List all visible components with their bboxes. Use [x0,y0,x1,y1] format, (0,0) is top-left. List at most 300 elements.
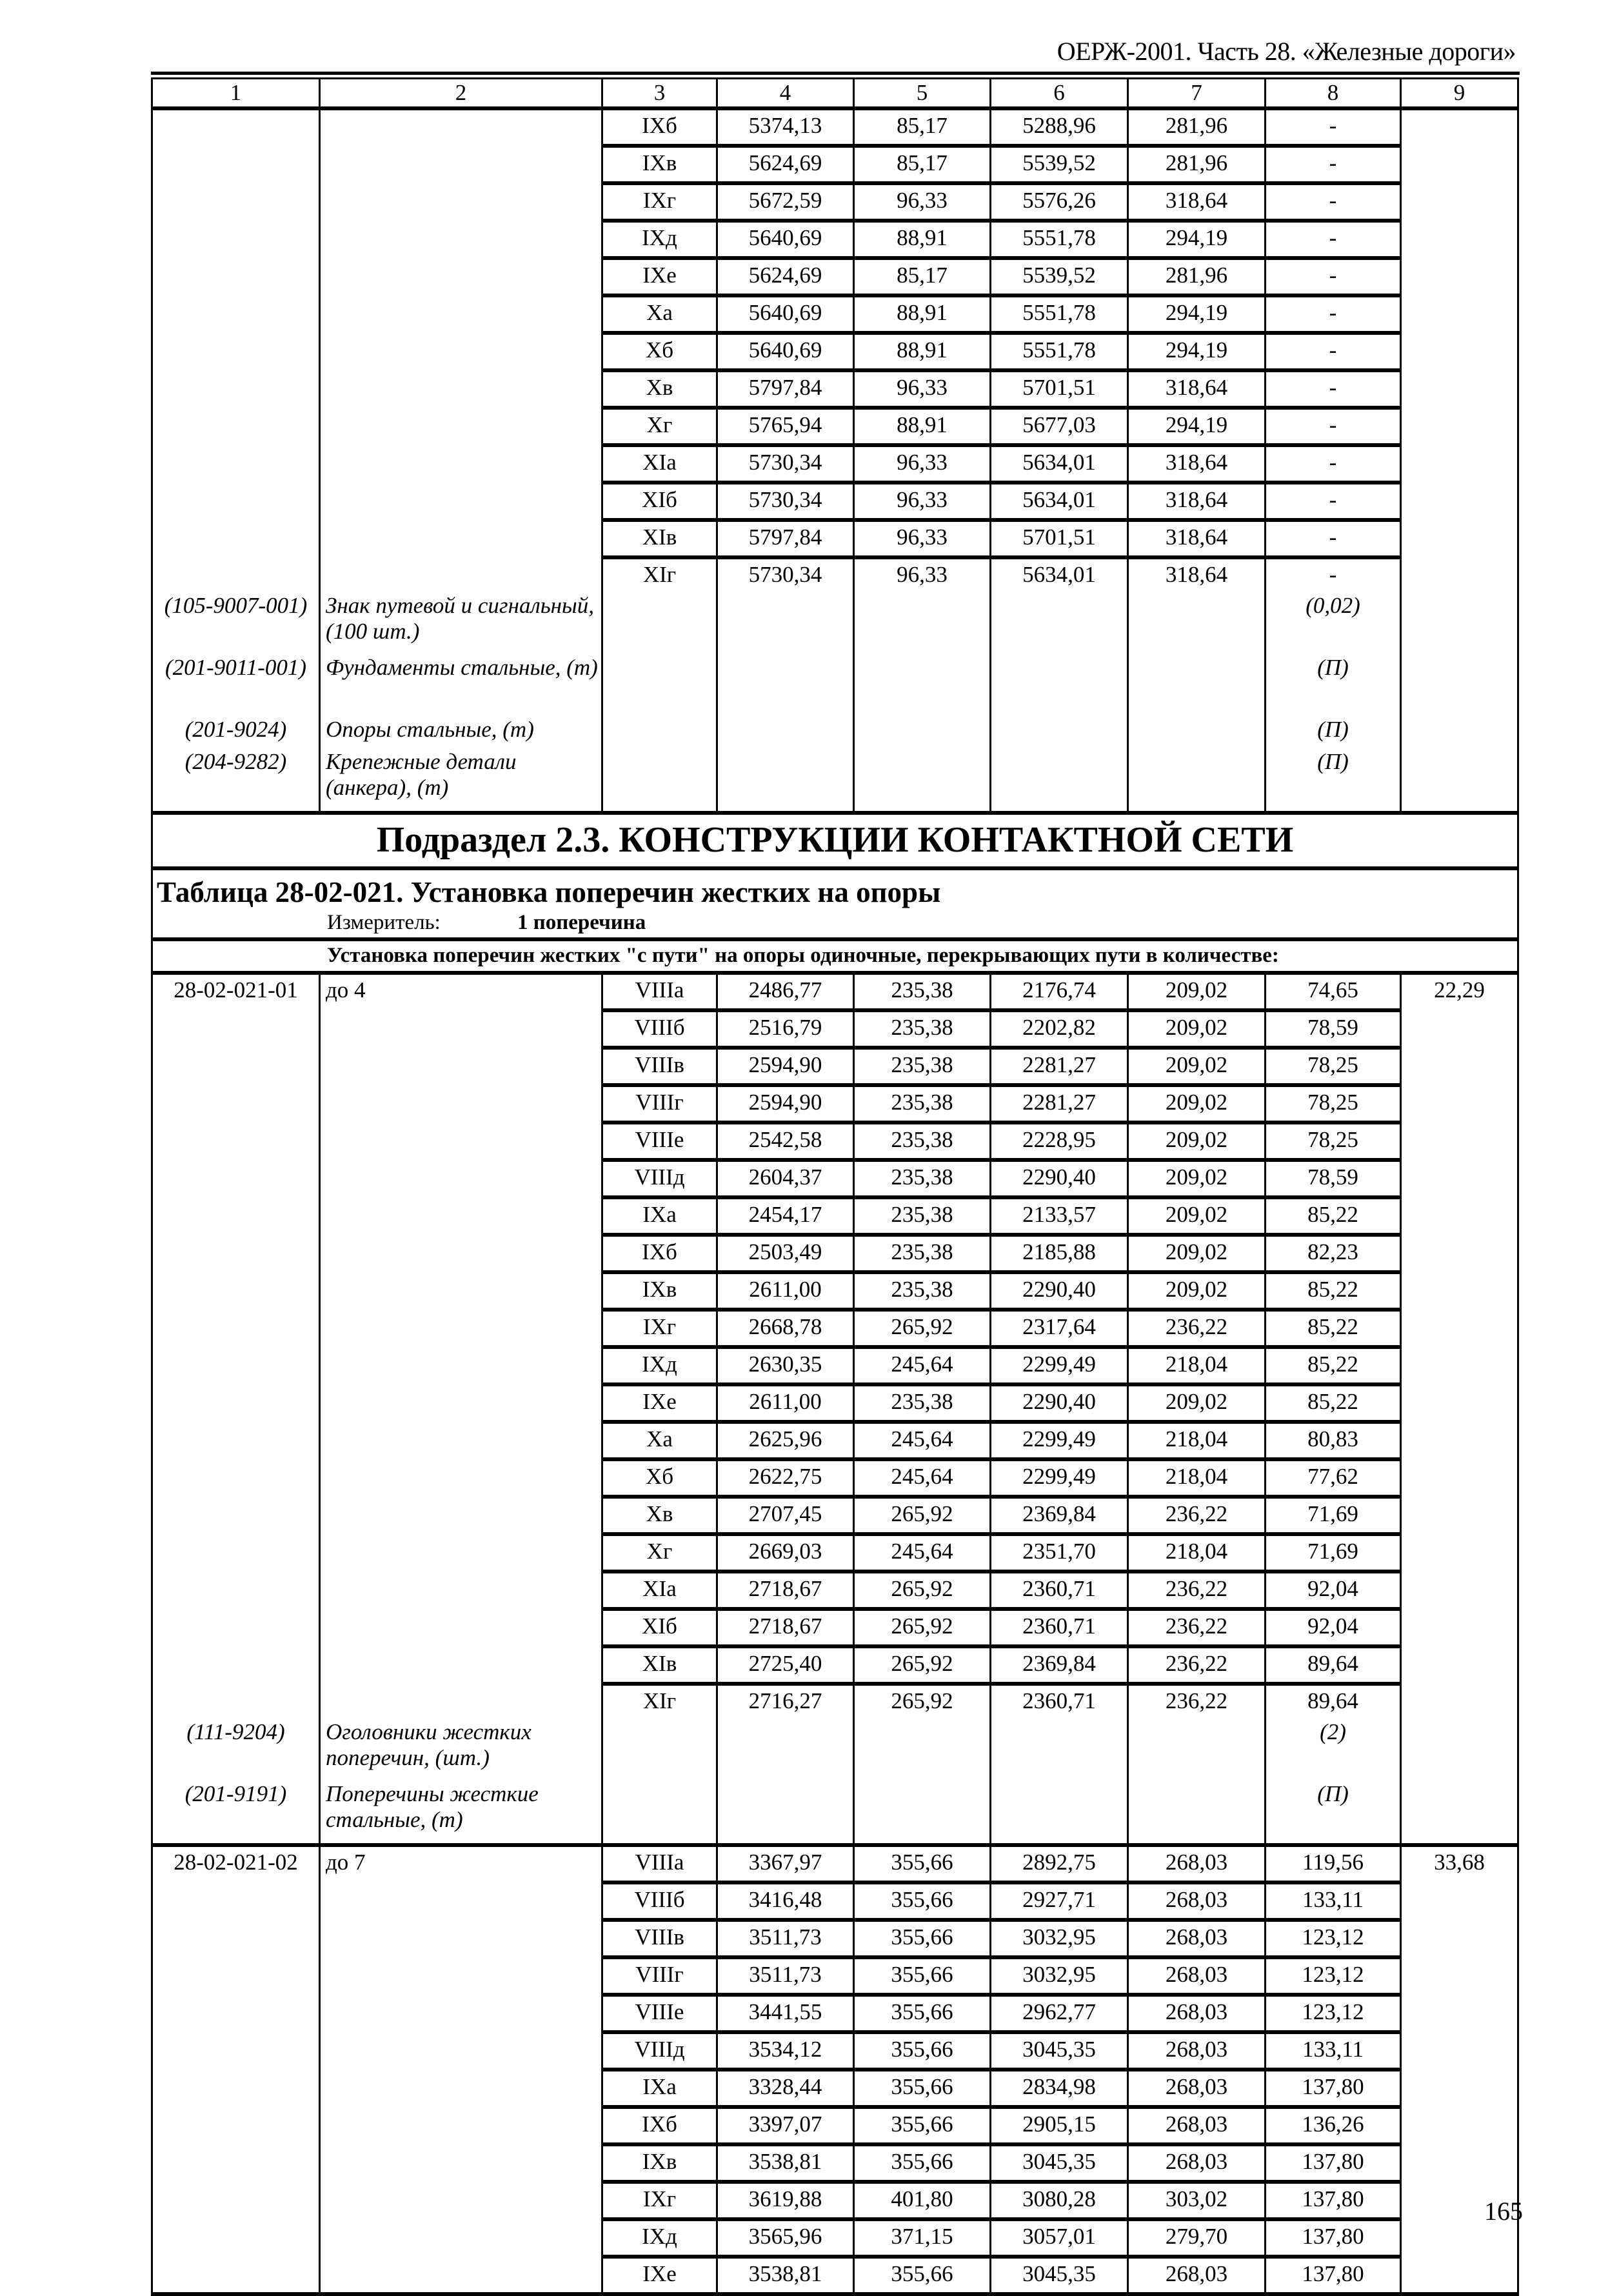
machine-cost: 2228,95 [991,1123,1128,1160]
labor-hours [1401,1534,1518,1572]
norm-code [152,2032,320,2070]
norm-code [152,333,320,370]
machine-cost: 2281,27 [991,1048,1128,1085]
labor-wages: 265,92 [854,1310,991,1347]
total-cost: 2611,00 [717,1384,854,1422]
norm-code [152,1957,320,1995]
materials-cost: 123,12 [1266,1957,1401,1995]
structure-type: IXб [602,108,717,146]
work-name [320,1459,602,1497]
driver-wages: 218,04 [1128,1459,1266,1497]
structure-type: XIв [602,520,717,557]
empty-cell [717,593,854,655]
total-cost: 5730,34 [717,557,854,593]
structure-type: IXд [602,221,717,258]
column-number: 4 [717,79,854,109]
table-row [152,973,1518,1010]
structure-type: Xв [602,1497,717,1534]
table-row [152,1085,1518,1123]
machine-cost: 3045,35 [991,2144,1128,2182]
materials-cost: 89,64 [1266,1684,1401,1719]
work-name [320,2257,602,2294]
table-row [152,1995,1518,2032]
norm-code [152,445,320,483]
empty-cell [991,1781,1128,1845]
empty-cell [1401,593,1518,655]
labor-wages: 245,64 [854,1347,991,1384]
total-cost: 5730,34 [717,445,854,483]
materials-cost: 137,80 [1266,2070,1401,2107]
norm-code [152,1422,320,1459]
labor-hours [1401,1160,1518,1197]
structure-type: XIа [602,445,717,483]
total-cost: 5765,94 [717,408,854,445]
table-title: Таблица 28-02-021. Установка поперечин жестких на опоры [157,876,941,908]
resource-value: (2) [1266,1719,1401,1781]
resource-row [152,593,1518,655]
work-name [320,2144,602,2182]
structure-type: XIа [602,1572,717,1609]
driver-wages: 209,02 [1128,1272,1266,1310]
materials-cost: - [1266,483,1401,520]
table-row [152,1845,1518,1882]
materials-cost: 89,64 [1266,1646,1401,1684]
machine-cost: 2185,88 [991,1235,1128,1272]
driver-wages: 281,96 [1128,258,1266,295]
labor-wages: 355,66 [854,1920,991,1957]
labor-hours [1401,1347,1518,1384]
resource-name: Поперечины жесткие стальные, (т) [320,1781,602,1845]
norm-code [152,1010,320,1048]
work-name [320,1534,602,1572]
column-number: 7 [1128,79,1266,109]
resource-name: Оголовники жестких поперечин, (шт.) [320,1719,602,1781]
work-name [320,2182,602,2219]
table-row [152,2144,1518,2182]
labor-hours [1401,221,1518,258]
labor-wages: 355,66 [854,2257,991,2294]
total-cost: 2604,37 [717,1160,854,1197]
labor-hours: 22,29 [1401,973,1518,1010]
resource-code: (201-9011-001) [152,655,320,717]
machine-cost: 2281,27 [991,1085,1128,1123]
norm-code [152,1882,320,1920]
driver-wages: 268,03 [1128,1882,1266,1920]
norm-code [152,1310,320,1347]
table-row [152,1497,1518,1534]
labor-wages: 96,33 [854,483,991,520]
materials-cost: - [1266,295,1401,333]
driver-wages: 318,64 [1128,520,1266,557]
labor-wages: 96,33 [854,520,991,557]
work-name [320,1197,602,1235]
table-row [152,1272,1518,1310]
driver-wages: 318,64 [1128,370,1266,408]
norm-code [152,183,320,221]
total-cost: 2625,96 [717,1422,854,1459]
materials-cost: - [1266,146,1401,183]
total-cost: 3538,81 [717,2144,854,2182]
resource-row [152,1719,1518,1781]
table-row [152,258,1518,295]
materials-cost: 71,69 [1266,1534,1401,1572]
norm-code [152,483,320,520]
table-row [152,2070,1518,2107]
labor-hours [1401,1010,1518,1048]
labor-wages: 96,33 [854,445,991,483]
machine-cost: 2905,15 [991,2107,1128,2144]
driver-wages: 209,02 [1128,973,1266,1010]
table-row [152,1384,1518,1422]
machine-cost: 5551,78 [991,333,1128,370]
labor-wages: 265,92 [854,1609,991,1646]
machine-cost: 5576,26 [991,183,1128,221]
driver-wages: 268,03 [1128,1995,1266,2032]
labor-hours [1401,1048,1518,1085]
labor-hours [1401,1497,1518,1534]
driver-wages: 318,64 [1128,445,1266,483]
labor-wages: 96,33 [854,183,991,221]
empty-cell [854,655,991,717]
table-row [152,1235,1518,1272]
resource-row [152,655,1518,717]
machine-cost: 2299,49 [991,1422,1128,1459]
machine-cost: 2290,40 [991,1160,1128,1197]
column-number: 6 [991,79,1128,109]
work-name [320,1422,602,1459]
materials-cost: 82,23 [1266,1235,1401,1272]
total-cost: 3367,97 [717,1845,854,1882]
work-name [320,408,602,445]
machine-cost: 2927,71 [991,1882,1128,1920]
labor-hours [1401,1384,1518,1422]
labor-wages: 235,38 [854,1384,991,1422]
header-rule [151,72,1520,75]
empty-cell [717,655,854,717]
materials-cost: 85,22 [1266,1197,1401,1235]
structure-type: Xб [602,1459,717,1497]
empty-cell [717,1781,854,1845]
machine-cost: 2133,57 [991,1197,1128,1235]
empty-cell [602,717,717,749]
structure-type: VIIIб [602,1010,717,1048]
materials-cost: 136,26 [1266,2107,1401,2144]
driver-wages: 236,22 [1128,1684,1266,1719]
resource-code: (201-9024) [152,717,320,749]
table-row [152,221,1518,258]
resource-value: (0,02) [1266,593,1401,655]
resource-code: (111-9204) [152,1719,320,1781]
resource-code: (204-9282) [152,749,320,813]
labor-hours [1401,108,1518,146]
column-number: 5 [854,79,991,109]
structure-type: VIIIа [602,973,717,1010]
structure-type: IXе [602,1384,717,1422]
labor-wages: 88,91 [854,408,991,445]
norm-code [152,1123,320,1160]
empty-cell [1128,717,1266,749]
driver-wages: 294,19 [1128,408,1266,445]
machine-cost: 2892,75 [991,1845,1128,1882]
work-name [320,1048,602,1085]
total-cost: 3538,81 [717,2257,854,2294]
empty-cell [602,1719,717,1781]
driver-wages: 294,19 [1128,221,1266,258]
table-title-row [152,868,1518,939]
driver-wages: 268,03 [1128,1845,1266,1882]
machine-cost: 5701,51 [991,370,1128,408]
total-cost: 2454,17 [717,1197,854,1235]
total-cost: 3565,96 [717,2219,854,2257]
driver-wages: 218,04 [1128,1347,1266,1384]
machine-cost: 5677,03 [991,408,1128,445]
resource-name: Знак путевой и сигнальный, (100 шт.) [320,593,602,655]
table-row [152,2107,1518,2144]
labor-hours [1401,1684,1518,1719]
resource-value: (П) [1266,749,1401,813]
labor-wages: 355,66 [854,1845,991,1882]
total-cost: 5374,13 [717,108,854,146]
norm-code [152,520,320,557]
labor-hours [1401,1197,1518,1235]
structure-type: IXв [602,146,717,183]
table-row [152,1048,1518,1085]
empty-cell [854,749,991,813]
norm-code [152,1160,320,1197]
materials-cost: 71,69 [1266,1497,1401,1534]
machine-cost: 2369,84 [991,1646,1128,1684]
work-name [320,1010,602,1048]
norm-code [152,2144,320,2182]
structure-type: VIIIг [602,1085,717,1123]
resource-code: (201-9191) [152,1781,320,1845]
empty-cell [991,749,1128,813]
structure-type: XIв [602,1646,717,1684]
norm-code [152,1085,320,1123]
labor-wages: 355,66 [854,2107,991,2144]
driver-wages: 209,02 [1128,1048,1266,1085]
work-name [320,1235,602,1272]
materials-cost: 85,22 [1266,1310,1401,1347]
table-row [152,1684,1518,1719]
driver-wages: 268,03 [1128,1920,1266,1957]
structure-type: VIIIе [602,1123,717,1160]
norm-code [152,408,320,445]
labor-hours [1401,183,1518,221]
norm-code [152,1609,320,1646]
table-row [152,1572,1518,1609]
empty-cell [854,1719,991,1781]
meter-value: 1 поперечина [517,911,646,934]
labor-wages: 355,66 [854,2144,991,2182]
driver-wages: 236,22 [1128,1609,1266,1646]
total-cost: 3619,88 [717,2182,854,2219]
machine-cost: 2176,74 [991,973,1128,1010]
labor-hours [1401,2257,1518,2294]
structure-type: IXг [602,183,717,221]
machine-cost: 2351,70 [991,1534,1128,1572]
labor-wages: 88,91 [854,333,991,370]
labor-hours [1401,2144,1518,2182]
resource-value: (П) [1266,1781,1401,1845]
norm-code [152,1347,320,1384]
driver-wages: 268,03 [1128,2032,1266,2070]
structure-type: IXб [602,1235,717,1272]
structure-type: Xг [602,1534,717,1572]
machine-cost: 5551,78 [991,295,1128,333]
labor-wages: 265,92 [854,1684,991,1719]
table-row [152,108,1518,146]
machine-cost: 2369,84 [991,1497,1128,1534]
work-name [320,333,602,370]
total-cost: 2503,49 [717,1235,854,1272]
labor-wages: 265,92 [854,1646,991,1684]
work-name [320,146,602,183]
labor-wages: 85,17 [854,108,991,146]
labor-wages: 235,38 [854,1048,991,1085]
driver-wages: 268,03 [1128,1957,1266,1995]
table-row [152,1609,1518,1646]
total-cost: 2718,67 [717,1609,854,1646]
work-name [320,1272,602,1310]
total-cost: 5797,84 [717,370,854,408]
labor-wages: 235,38 [854,973,991,1010]
work-name [320,520,602,557]
empty-cell [602,749,717,813]
column-number: 8 [1266,79,1401,109]
structure-type: Xг [602,408,717,445]
column-number: 9 [1401,79,1518,109]
machine-cost: 5288,96 [991,108,1128,146]
labor-hours [1401,1310,1518,1347]
structure-type: IXг [602,2182,717,2219]
labor-wages: 401,80 [854,2182,991,2219]
norm-code: 28-02-021-02 [152,1845,320,1882]
norm-code [152,1920,320,1957]
column-number: 2 [320,79,602,109]
labor-hours [1401,370,1518,408]
work-name [320,1995,602,2032]
structure-type: VIIIд [602,1160,717,1197]
resource-name: Фундаменты стальные, (т) [320,655,602,717]
total-cost: 5672,59 [717,183,854,221]
total-cost: 2486,77 [717,973,854,1010]
labor-wages: 355,66 [854,1882,991,1920]
materials-cost: - [1266,370,1401,408]
labor-wages: 235,38 [854,1272,991,1310]
labor-hours [1401,1123,1518,1160]
machine-cost: 2360,71 [991,1572,1128,1609]
labor-hours [1401,2070,1518,2107]
labor-hours [1401,445,1518,483]
materials-cost: - [1266,108,1401,146]
norm-code [152,108,320,146]
machine-cost: 5539,52 [991,146,1128,183]
labor-wages: 88,91 [854,221,991,258]
norm-code [152,1384,320,1422]
table-row [152,2032,1518,2070]
labor-wages: 235,38 [854,1160,991,1197]
table-row [152,1160,1518,1197]
norm-code [152,1497,320,1534]
driver-wages: 279,70 [1128,2219,1266,2257]
work-name [320,1684,602,1719]
labor-wages: 85,17 [854,146,991,183]
labor-hours [1401,2032,1518,2070]
labor-wages: 85,17 [854,258,991,295]
driver-wages: 294,19 [1128,333,1266,370]
driver-wages: 268,03 [1128,2257,1266,2294]
machine-cost: 5634,01 [991,557,1128,593]
work-name [320,1572,602,1609]
total-cost: 5624,69 [717,146,854,183]
machine-cost: 3032,95 [991,1920,1128,1957]
structure-type: VIIIв [602,1048,717,1085]
work-name [320,183,602,221]
materials-cost: 78,25 [1266,1048,1401,1085]
total-cost: 2542,58 [717,1123,854,1160]
total-cost: 5730,34 [717,483,854,520]
empty-cell [602,1781,717,1845]
materials-cost: 80,83 [1266,1422,1401,1459]
labor-wages: 96,33 [854,557,991,593]
total-cost: 2718,67 [717,1572,854,1609]
column-number: 1 [152,79,320,109]
norm-code [152,295,320,333]
total-cost: 3511,73 [717,1957,854,1995]
table-row [152,295,1518,333]
table-row [152,2182,1518,2219]
structure-type: IXд [602,1347,717,1384]
materials-cost: - [1266,445,1401,483]
materials-cost: 123,12 [1266,1995,1401,2032]
machine-cost: 2290,40 [991,1272,1128,1310]
labor-hours [1401,1085,1518,1123]
work-name [320,1160,602,1197]
table-subtitle: Установка поперечин жестких "с пути" на опоры одиночные, перекрывающих пути в количестве: [152,939,1518,973]
table-row [152,1197,1518,1235]
table-row [152,1422,1518,1459]
materials-cost: 78,59 [1266,1010,1401,1048]
labor-wages: 88,91 [854,295,991,333]
structure-type: XIб [602,483,717,520]
total-cost: 3534,12 [717,2032,854,2070]
table-row [152,1957,1518,1995]
structure-type: IXе [602,258,717,295]
empty-cell [854,717,991,749]
empty-cell [717,749,854,813]
labor-hours [1401,1422,1518,1459]
labor-hours [1401,557,1518,593]
norm-code [152,1684,320,1719]
labor-hours [1401,1995,1518,2032]
structure-type: VIIIв [602,1920,717,1957]
materials-cost: 133,11 [1266,2032,1401,2070]
empty-cell [991,717,1128,749]
total-cost: 3441,55 [717,1995,854,2032]
table-row [152,1920,1518,1957]
total-cost: 2669,03 [717,1534,854,1572]
materials-cost: 78,25 [1266,1085,1401,1123]
labor-wages: 355,66 [854,2032,991,2070]
table-row [152,483,1518,520]
work-name [320,1123,602,1160]
resource-code: (105-9007-001) [152,593,320,655]
table-row [152,1459,1518,1497]
work-name [320,2070,602,2107]
norm-code: 28-02-021-01 [152,973,320,1010]
driver-wages: 268,03 [1128,2144,1266,2182]
